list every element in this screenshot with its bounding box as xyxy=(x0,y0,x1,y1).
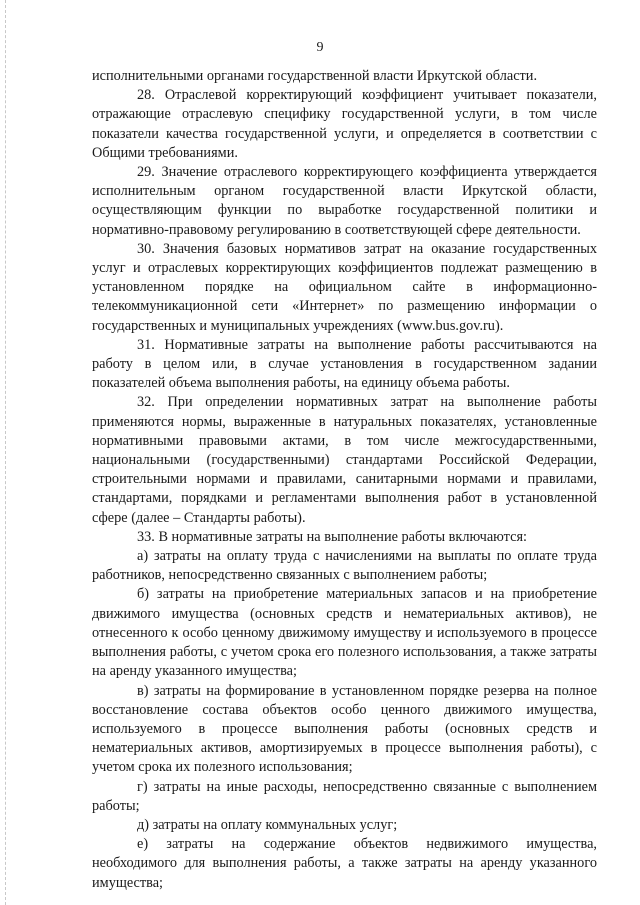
list-item-d: д) затраты на оплату коммунальных услуг; xyxy=(137,816,398,833)
paragraph-29: 29. Значение отраслевого корректирующего коэффициента утверждается исполнительным органом государственной власти Иркутской области, осуществляющим функции по выработке государственной политики и нормативно-правовому регулированию в соответствующей сфере деятельности. xyxy=(92,164,597,238)
list-item-a: а) затраты на оплату труда с начислениями на выплаты по оплате труда работников, непосредственно связанных с выполнением работы; xyxy=(92,548,597,584)
paragraph-30: 30. Значения базовых нормативов затрат на оказание государственных услуг и отраслевых корректирующих коэффициентов подлежат размещению в установленном порядке на официальном сайте в информационно-телекоммуникационной сети «Интернет» по размещению информации о государственных и муниципальных учреждениях (www.bus.gov.ru). xyxy=(92,240,597,334)
page-number: 9 xyxy=(316,40,324,55)
list-item-b: б) затраты на приобретение материальных запасов и на приобретение движимого имущества (основных средств и нематериальных активов), не отнесенного к особо ценному движимому имуществу и используемого в процессе выполнения работы, с учетом срока его полезного использования, а также затраты на аренду указанного имущества; xyxy=(92,586,597,680)
paragraph-33: 33. В нормативные затраты на выполнение работы включаются: xyxy=(137,528,527,545)
paragraph-32: 32. При определении нормативных затрат на выполнение работы применяются нормы, выраженные в натуральных показателях, установленные нормативными правовыми актами, в том числе межгосударственными, национальными (государственными) стандартами Российской Федерации, строительными нормами и правилами, санитарными нормами и правилами, стандартами, порядками и регламентами выполнения работ в установленной сфере (далее – Стандарты работы). xyxy=(92,394,597,526)
paragraph-continuation: исполнительными органами государственной власти Иркутской области. xyxy=(92,68,538,84)
list-item-g: г) затраты на иные расходы, непосредственно связанные с выполнением работы; xyxy=(92,778,597,814)
document-body xyxy=(92,67,597,893)
list-item-v: в) затраты на формирование в установленном порядке резерва на полное восстановление состава объектов особо ценного движимого имущества, используемого в процессе выполнения работы (основных средств и нематериальных активов, амортизируемых в процессе выполнения работы), с учетом срока их полезного использования; xyxy=(92,682,597,776)
paragraph-31: 31. Нормативные затраты на выполнение работы рассчитываются на работу в целом или, в случае установления в государственном задании показателей объема выполнения работы, на единицу объема работы. xyxy=(92,336,597,392)
scan-edge-line xyxy=(5,0,6,905)
list-item-e: е) затраты на содержание объектов недвижимого имущества, необходимого для выполнения работы, а также затраты на аренду указанного имущества; xyxy=(92,836,597,891)
paragraph-28: 28. Отраслевой корректирующий коэффициент учитывает показатели, отражающие отраслевую специфику государственной услуги, в том числе показатели качества государственной услуги, и определяется в соответствии с Общими требованиями. xyxy=(92,87,597,161)
